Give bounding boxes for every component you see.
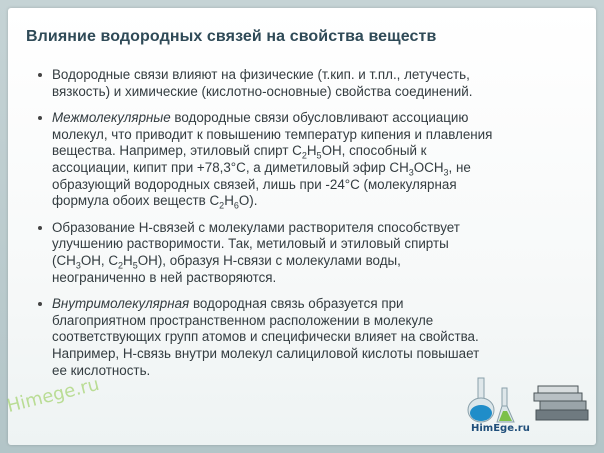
flask-icon (468, 378, 514, 422)
watermark-text: Himege.ru (4, 373, 102, 417)
bullet-dot (38, 302, 42, 306)
bullet-dot (38, 73, 42, 77)
bullet-dot (38, 226, 42, 230)
bullet-1 (38, 67, 558, 100)
slide-title: Влияние водородных связей на свойства веществ (26, 28, 437, 45)
books-icon (534, 386, 588, 420)
bullet-2-text: Межмолекулярные водородные связи обусловливают ассоциацию молекул, что приводит к повышению температур кипения и плавления вещества. Например, этиловый спирт $C_2H_5OH$, способный к ассоциации, кипит при +78,3°С, а диметиловый эфир $CH_3OCH_3$, не образующий водородных связей, лишь при -24°С (молекулярная формула обоих веществ $C_2H_6O$). (52, 110, 493, 211)
bullet-dot (38, 116, 42, 120)
bullet-2 (38, 110, 558, 210)
bullet-1-text: Водородные связи влияют на физические (т.кип. и т.пл., летучесть, вязкость) и химические (кислотно-основные) свойства соединений. (52, 67, 473, 99)
bullet-3 (38, 220, 558, 286)
slide-content (38, 67, 558, 389)
bullet-3-text: Образование Н-связей с молекулами растворителя способствует улучшению растворимости. Так, метиловый и этиловый спирты ($CH_3OH$, $C_2H_5OH$), образуя Н-связи с молекулами воды, неограниченно в ней растворяются. (52, 219, 460, 285)
bullet-4-text: Внутримолекулярная водородная связь образуется при благоприятном пространственном расположении в молекуле соответствующих групп атомов и специфически влияет на свойства. Например, Н-связь внутри молекул салициловой кислоты повышает ее кислотность. (52, 296, 480, 378)
logo-text: HimEge.ru (471, 423, 530, 434)
bullet-4 (38, 296, 558, 379)
